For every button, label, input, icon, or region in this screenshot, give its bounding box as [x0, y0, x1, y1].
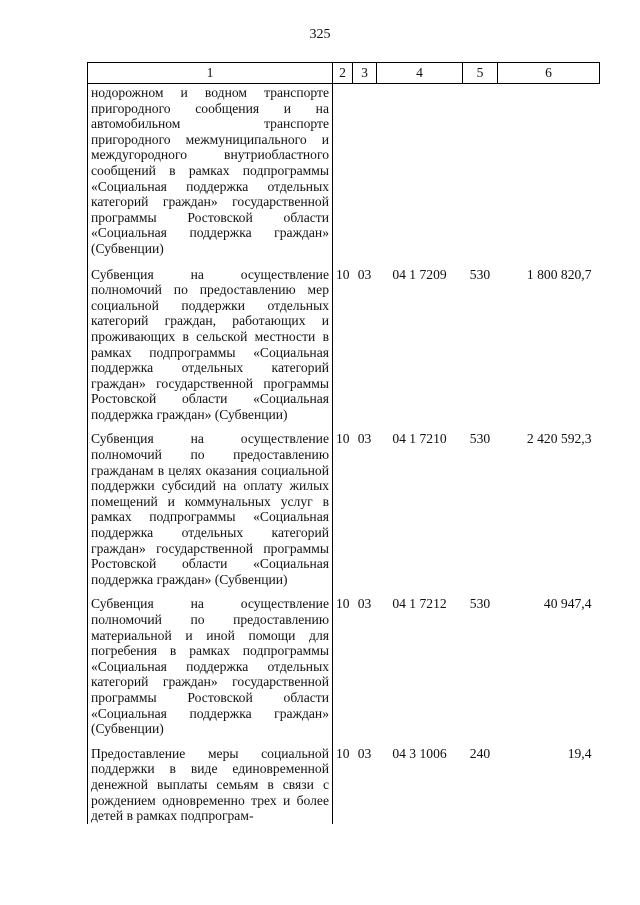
row-vr: 530 — [469, 266, 491, 282]
table-header — [88, 63, 600, 84]
table-row — [88, 737, 600, 824]
table-row — [88, 84, 600, 258]
header-col-4: 4 — [377, 63, 463, 84]
row-rz: 10 — [335, 431, 350, 447]
row-vr — [463, 84, 498, 258]
row-name: нодорожном и водном транспорте пригородного сообщения и на автомобильном транспорте пригородного межмуниципального и междугородного внутриобластного сообщений в рамках подпрограммы «Социальная поддержка отдельных категорий граждан» государственной программы Ростовской области «Социальная поддержка граждан» (Субвенции) — [88, 84, 333, 258]
table-row — [88, 422, 600, 587]
row-name: Субвенция на осуществление полномочий по предоставлению материальной и иной помощи для погребения в рамках подпрограммы «Социальная поддержка отдельных категорий граждан» государственной программы Ростовской области «Социальная поддержка граждан» (Субвенции) — [88, 587, 333, 736]
row-rz: 10 — [335, 266, 350, 282]
row-name: Субвенция на осуществление полномочий по предоставлению мер социальной поддержки отдельных категорий граждан, работающих и проживающих в сельской местности в рамках подпрограммы «Социальная поддержка отдельных категорий граждан» государственной программы Ростовской области «Социальная поддержка граждан» (Субвенции) — [88, 258, 333, 423]
header-col-1: 1 — [88, 63, 333, 84]
table-body — [88, 84, 600, 824]
row-csr: 04 1 7210 — [392, 431, 447, 447]
header-col-3: 3 — [353, 63, 377, 84]
row-amount — [498, 84, 600, 258]
row-name: Субвенция на осуществление полномочий по предоставлению гражданам в целях оказания социальной поддержки субсидий на оплату жилых помещений и коммунальных услуг в рамках подпрограммы «Социальная поддержка отдельных категорий граждан» государственной программы Ростовской области «Социальная поддержка граждан» (Субвенции) — [88, 422, 333, 587]
row-csr: 04 3 1006 — [392, 745, 447, 761]
row-amount: 19,4 — [567, 745, 592, 761]
row-amount: 40 947,4 — [543, 596, 592, 612]
row-amount: 1 800 820,7 — [526, 266, 592, 282]
row-vr: 530 — [469, 431, 491, 447]
row-pr: 03 — [357, 266, 372, 282]
row-csr: 04 1 7209 — [392, 266, 447, 282]
header-col-5: 5 — [463, 63, 498, 84]
row-pr: 03 — [357, 431, 372, 447]
header-col-6: 6 — [498, 63, 600, 84]
row-amount: 2 420 592,3 — [526, 431, 592, 447]
row-pr — [353, 84, 377, 258]
row-rz — [333, 84, 353, 258]
row-vr: 530 — [469, 596, 491, 612]
header-row — [88, 63, 600, 84]
row-rz: 10 — [335, 745, 350, 761]
table-row — [88, 587, 600, 736]
row-csr — [377, 84, 463, 258]
row-name: Предоставление меры социальной поддержки в виде единовременной денежной выплаты семьям в связи с рождением одновременно трех и более детей в рамках подпрограм- — [88, 737, 333, 824]
row-vr: 240 — [469, 745, 491, 761]
row-pr: 03 — [357, 745, 372, 761]
row-pr: 03 — [357, 596, 372, 612]
row-rz: 10 — [335, 596, 350, 612]
budget-table — [87, 62, 600, 824]
header-col-2: 2 — [333, 63, 353, 84]
row-csr: 04 1 7212 — [392, 596, 447, 612]
page-number: 325 — [309, 27, 331, 42]
table-row — [88, 258, 600, 423]
